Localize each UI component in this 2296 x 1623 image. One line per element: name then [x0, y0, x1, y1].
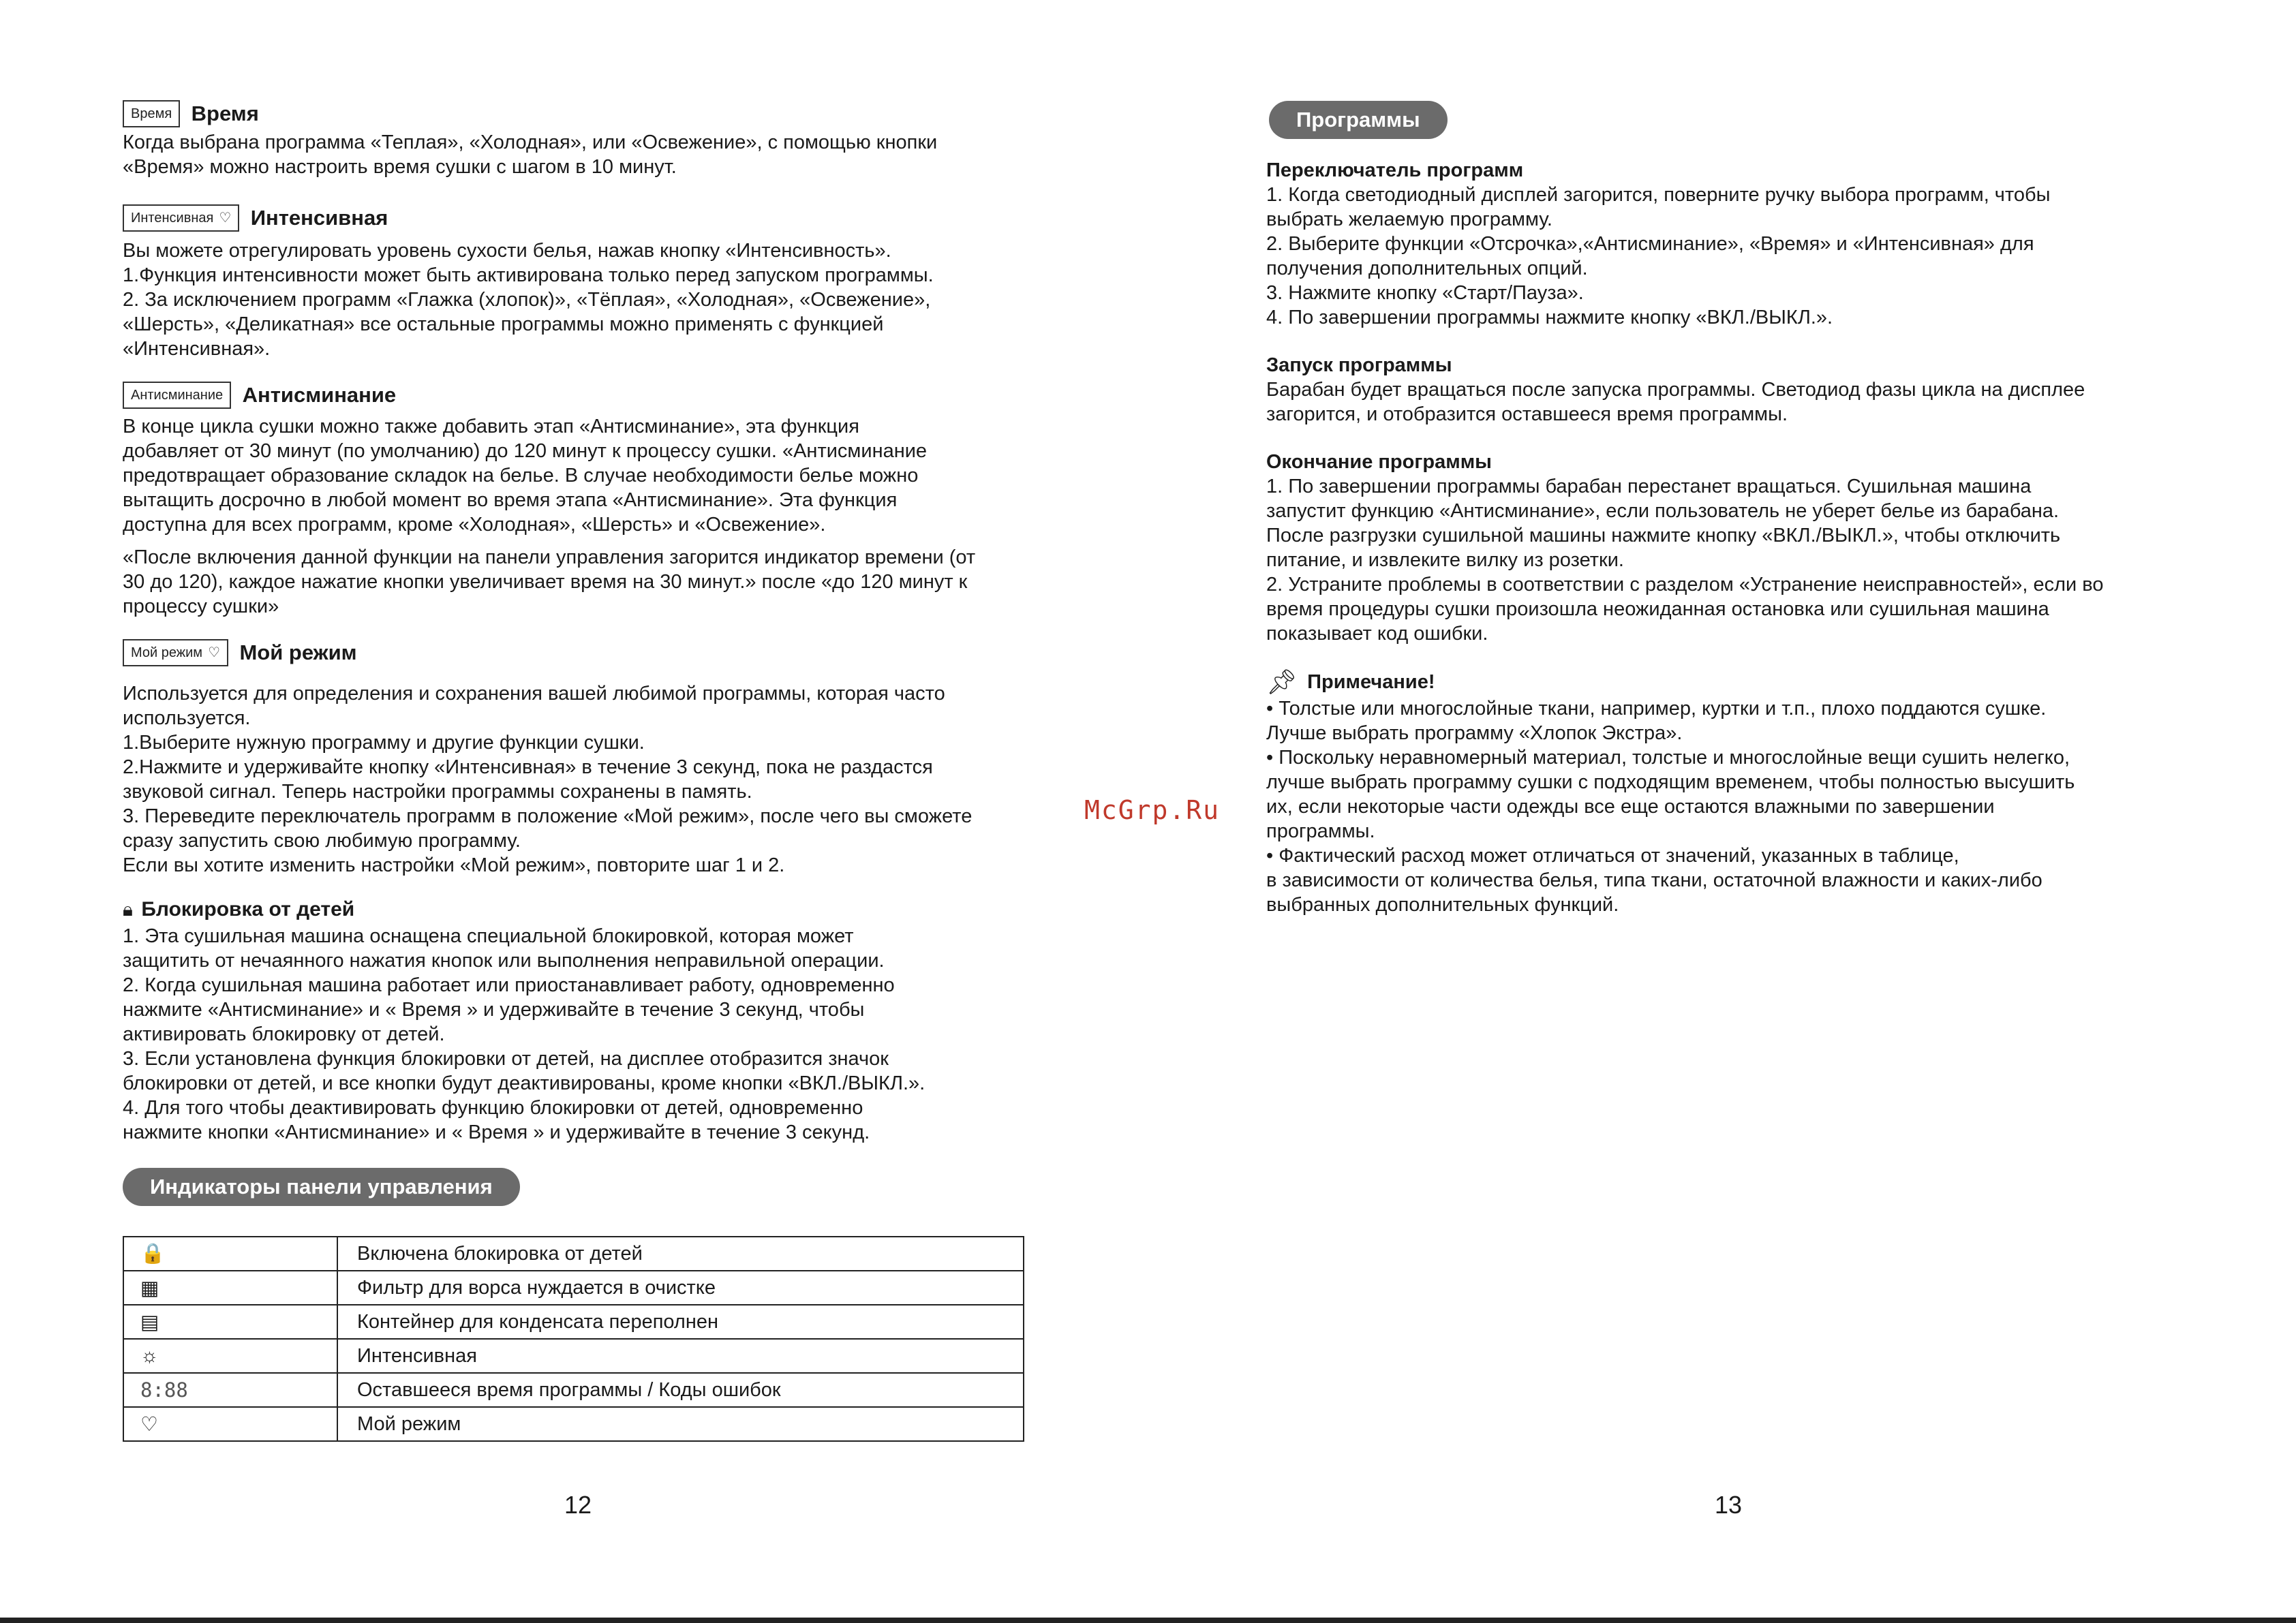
my-mode-line: звуковой сигнал. Теперь настройки программы сохранены в память.	[123, 781, 752, 803]
digit-display-icon: 8:88	[123, 1373, 337, 1407]
table-row	[123, 1237, 1024, 1271]
note-line: • Фактический расход может отличаться от значений, указанных в таблице,	[1266, 845, 1959, 867]
end-heading: Окончание программы	[1266, 451, 1492, 473]
my-mode-line: используется.	[123, 707, 251, 729]
start-line: загорится, и отобразится оставшееся время программы.	[1266, 403, 1788, 425]
table-row	[123, 1407, 1024, 1441]
selector-line: получения дополнительных опций.	[1266, 258, 1588, 279]
my-mode-heading: Мой режим	[239, 640, 357, 664]
time-line: Когда выбрана программа «Теплая», «Холодная», или «Освежение», с помощью кнопки	[123, 132, 938, 153]
start-section	[1266, 353, 2169, 427]
anticrease-line: вытащить досрочно в любой момент во время этапа «Антисминание». Эта функция	[123, 489, 898, 511]
child-lock-line: 1. Эта сушильная машина оснащена специальной блокировкой, которая может	[123, 925, 854, 947]
intensive-line: Вы можете отрегулировать уровень сухости белья, нажав кнопку «Интенсивность».	[123, 240, 891, 262]
child-lock-icon: 🔒	[123, 1237, 337, 1271]
child-lock-line: активировать блокировку от детей.	[123, 1023, 445, 1045]
indicator-text: Включена блокировка от детей	[337, 1237, 1024, 1271]
end-line: 1. По завершении программы барабан перестанет вращаться. Сушильная машина	[1266, 476, 2032, 497]
start-heading: Запуск программы	[1266, 354, 1452, 376]
indicator-text: Оставшееся время программы / Коды ошибок	[337, 1373, 1024, 1407]
child-lock-section	[123, 898, 1026, 1145]
selector-line: 1. Когда светодиодный дисплей загорится, поверните ручку выбора программ, чтобы	[1266, 184, 2051, 206]
my-mode-line: сразу запустить свою любимую программу.	[123, 830, 521, 852]
intensive-button-text: Интенсивная	[131, 211, 214, 226]
child-lock-icon: 🔒︎	[123, 898, 133, 920]
anticrease-line: доступна для всех программ, кроме «Холодная», «Шерсть» и «Освежение».	[123, 514, 826, 536]
end-line: После разгрузки сушильной машины нажмите кнопку «ВКЛ./ВЫКЛ.», чтобы отключить	[1266, 525, 2061, 546]
watermark: McGrp.Ru	[1084, 795, 1221, 825]
my-mode-button-label	[123, 639, 228, 666]
intensive-icon: ☼	[123, 1339, 337, 1373]
bottom-border	[0, 1618, 2296, 1623]
indicator-text: Интенсивная	[337, 1339, 1024, 1373]
left-page	[123, 0, 1026, 1623]
selector-line: 3. Нажмите кнопку «Старт/Пауза».	[1266, 282, 1584, 304]
anticrease-line: предотвращает образование складок на белье. В случае необходимости белье можно	[123, 465, 919, 486]
selector-line: выбрать желаемую программу.	[1266, 208, 1552, 230]
anticrease-button-label: Антисминание	[123, 382, 231, 409]
my-mode-line: 1.Выберите нужную программу и другие функции сушки.	[123, 732, 645, 754]
selector-line: 2. Выберите функции «Отсрочка»,«Антисминание», «Время» и «Интенсивная» для	[1266, 233, 2034, 255]
intensive-button-label	[123, 204, 239, 232]
table-row	[123, 1271, 1024, 1305]
note-line: • Поскольку неравномерный материал, толстые и многослойные вещи сушить нелегко,	[1266, 747, 2070, 769]
note-line: их, если некоторые части одежды все еще остаются влажными по завершении	[1266, 796, 1995, 818]
table-row	[123, 1339, 1024, 1373]
indicators-title: Индикаторы панели управления	[123, 1168, 520, 1206]
note-line: лучше выбрать программу сушки с подходящим временем, чтобы полностью высушить	[1266, 771, 2075, 793]
intensive-line: «Шерсть», «Деликатная» все остальные программы можно применять с функцией	[123, 313, 884, 335]
table-row	[123, 1305, 1024, 1339]
my-mode-line: 3. Переведите переключатель программ в положение «Мой режим», после чего вы сможете	[123, 805, 973, 827]
anticrease-heading: Антисминание	[242, 383, 397, 407]
intensive-heading: Интенсивная	[250, 206, 388, 230]
lint-filter-icon: ▦	[123, 1271, 337, 1305]
anticrease-note-line: «После включения данной функции на панели управления загорится индикатор времени (от	[123, 546, 976, 568]
my-mode-button-text: Мой режим	[131, 645, 203, 660]
my-mode-section	[123, 639, 1026, 878]
child-lock-line: блокировки от детей, и все кнопки будут деактивированы, кроме кнопки «ВКЛ./ВЫКЛ.».	[123, 1072, 925, 1094]
note-line: программы.	[1266, 820, 1375, 842]
heart-icon: ♡	[123, 1407, 337, 1441]
anticrease-line: В конце цикла сушки можно также добавить этап «Антисминание», эта функция	[123, 416, 859, 437]
selector-line: 4. По завершении программы нажмите кнопку «ВКЛ./ВЫКЛ.».	[1266, 307, 1833, 328]
anticrease-line: добавляет от 30 минут (по умолчанию) до 120 минут к процессу сушки. «Антисминание	[123, 440, 928, 462]
end-line: питание, и извлеките вилку из розетки.	[1266, 549, 1624, 571]
time-section	[123, 100, 1026, 179]
child-lock-line: нажмите кнопки «Антисминание» и « Время » и удерживайте в течение 3 секунд.	[123, 1122, 870, 1143]
child-lock-heading: Блокировка от детей	[141, 898, 355, 921]
note-section	[1266, 668, 2169, 917]
child-lock-line: 4. Для того чтобы деактивировать функцию блокировки от детей, одновременно	[123, 1097, 863, 1119]
selector-section	[1266, 158, 2169, 330]
end-line: показывает код ошибки.	[1266, 623, 1488, 645]
intensive-section	[123, 204, 1026, 361]
end-line: время процедуры сушки произошла неожиданная остановка или сушильная машина	[1266, 598, 2049, 620]
time-heading: Время	[191, 102, 259, 125]
time-button-label: Время	[123, 100, 180, 127]
my-mode-line: 2.Нажмите и удерживайте кнопку «Интенсивная» в течение 3 секунд, пока не раздастся	[123, 756, 933, 778]
pushpin-icon: 📌︎	[1266, 668, 1298, 696]
child-lock-line: 2. Когда сушильная машина работает или приостанавливает работу, одновременно	[123, 974, 895, 996]
end-line: 2. Устраните проблемы в соответствии с разделом «Устранение неисправностей», если во	[1266, 574, 2104, 596]
intensive-line: 2. За исключением программ «Глажка (хлопок)», «Тёплая», «Холодная», «Освежение»,	[123, 289, 931, 311]
my-mode-line: Если вы хотите изменить настройки «Мой режим», повторите шаг 1 и 2.	[123, 854, 785, 876]
intensive-line: 1.Функция интенсивности может быть активирована только перед запуском программы.	[123, 264, 934, 286]
anticrease-note-line: 30 до 120), каждое нажатие кнопки увеличивает время на 30 минут.» после «до 120 минут к	[123, 571, 968, 593]
end-section	[1266, 450, 2169, 646]
note-line: выбранных дополнительных функций.	[1266, 894, 1619, 916]
child-lock-line: защитить от нечаянного нажатия кнопок или выполнения неправильной операции.	[123, 950, 885, 972]
my-mode-line: Используется для определения и сохранения вашей любимой программы, которая часто	[123, 683, 945, 705]
indicators-table	[123, 1236, 1024, 1442]
page-number: 13	[1715, 1491, 1743, 1519]
anticrease-note-line: процессу сушки»	[123, 596, 279, 617]
intensive-line: «Интенсивная».	[123, 338, 271, 360]
time-line: «Время» можно настроить время сушки с шагом в 10 минут.	[123, 156, 677, 178]
child-lock-line: 3. Если установлена функция блокировки от детей, на дисплее отобразится значок	[123, 1048, 889, 1070]
selector-heading: Переключатель программ	[1266, 159, 1524, 181]
child-lock-line: нажмите «Антисминание» и « Время » и удерживайте в течение 3 секунд, чтобы	[123, 999, 865, 1021]
table-row	[123, 1373, 1024, 1407]
note-line: • Толстые или многослойные ткани, например, куртки и т.п., плохо поддаются сушке.	[1266, 698, 2047, 720]
note-line: Лучше выбрать программу «Хлопок Экстра».	[1266, 722, 1683, 744]
note-line: в зависимости от количества белья, типа ткани, остаточной влажности и каких-либо	[1266, 869, 2042, 891]
start-line: Барабан будет вращаться после запуска программы. Светодиод фазы цикла на дисплее	[1266, 379, 2085, 401]
indicator-text: Мой режим	[337, 1407, 1024, 1441]
note-heading: Примечание!	[1307, 671, 1435, 693]
indicator-text: Фильтр для ворса нуждается в очистке	[337, 1271, 1024, 1305]
condenser-tank-icon: ▤	[123, 1305, 337, 1339]
right-page	[1266, 0, 2169, 1623]
page-number: 12	[564, 1491, 592, 1519]
indicator-text: Контейнер для конденсата переполнен	[337, 1305, 1024, 1339]
heart-icon: ♡	[219, 211, 232, 226]
programs-title: Программы	[1269, 101, 1448, 139]
end-line: запустит функцию «Антисминание», если пользователь не уберет белье из барабана.	[1266, 500, 2060, 522]
heart-icon: ♡	[208, 645, 220, 660]
anticrease-section	[123, 382, 1026, 619]
